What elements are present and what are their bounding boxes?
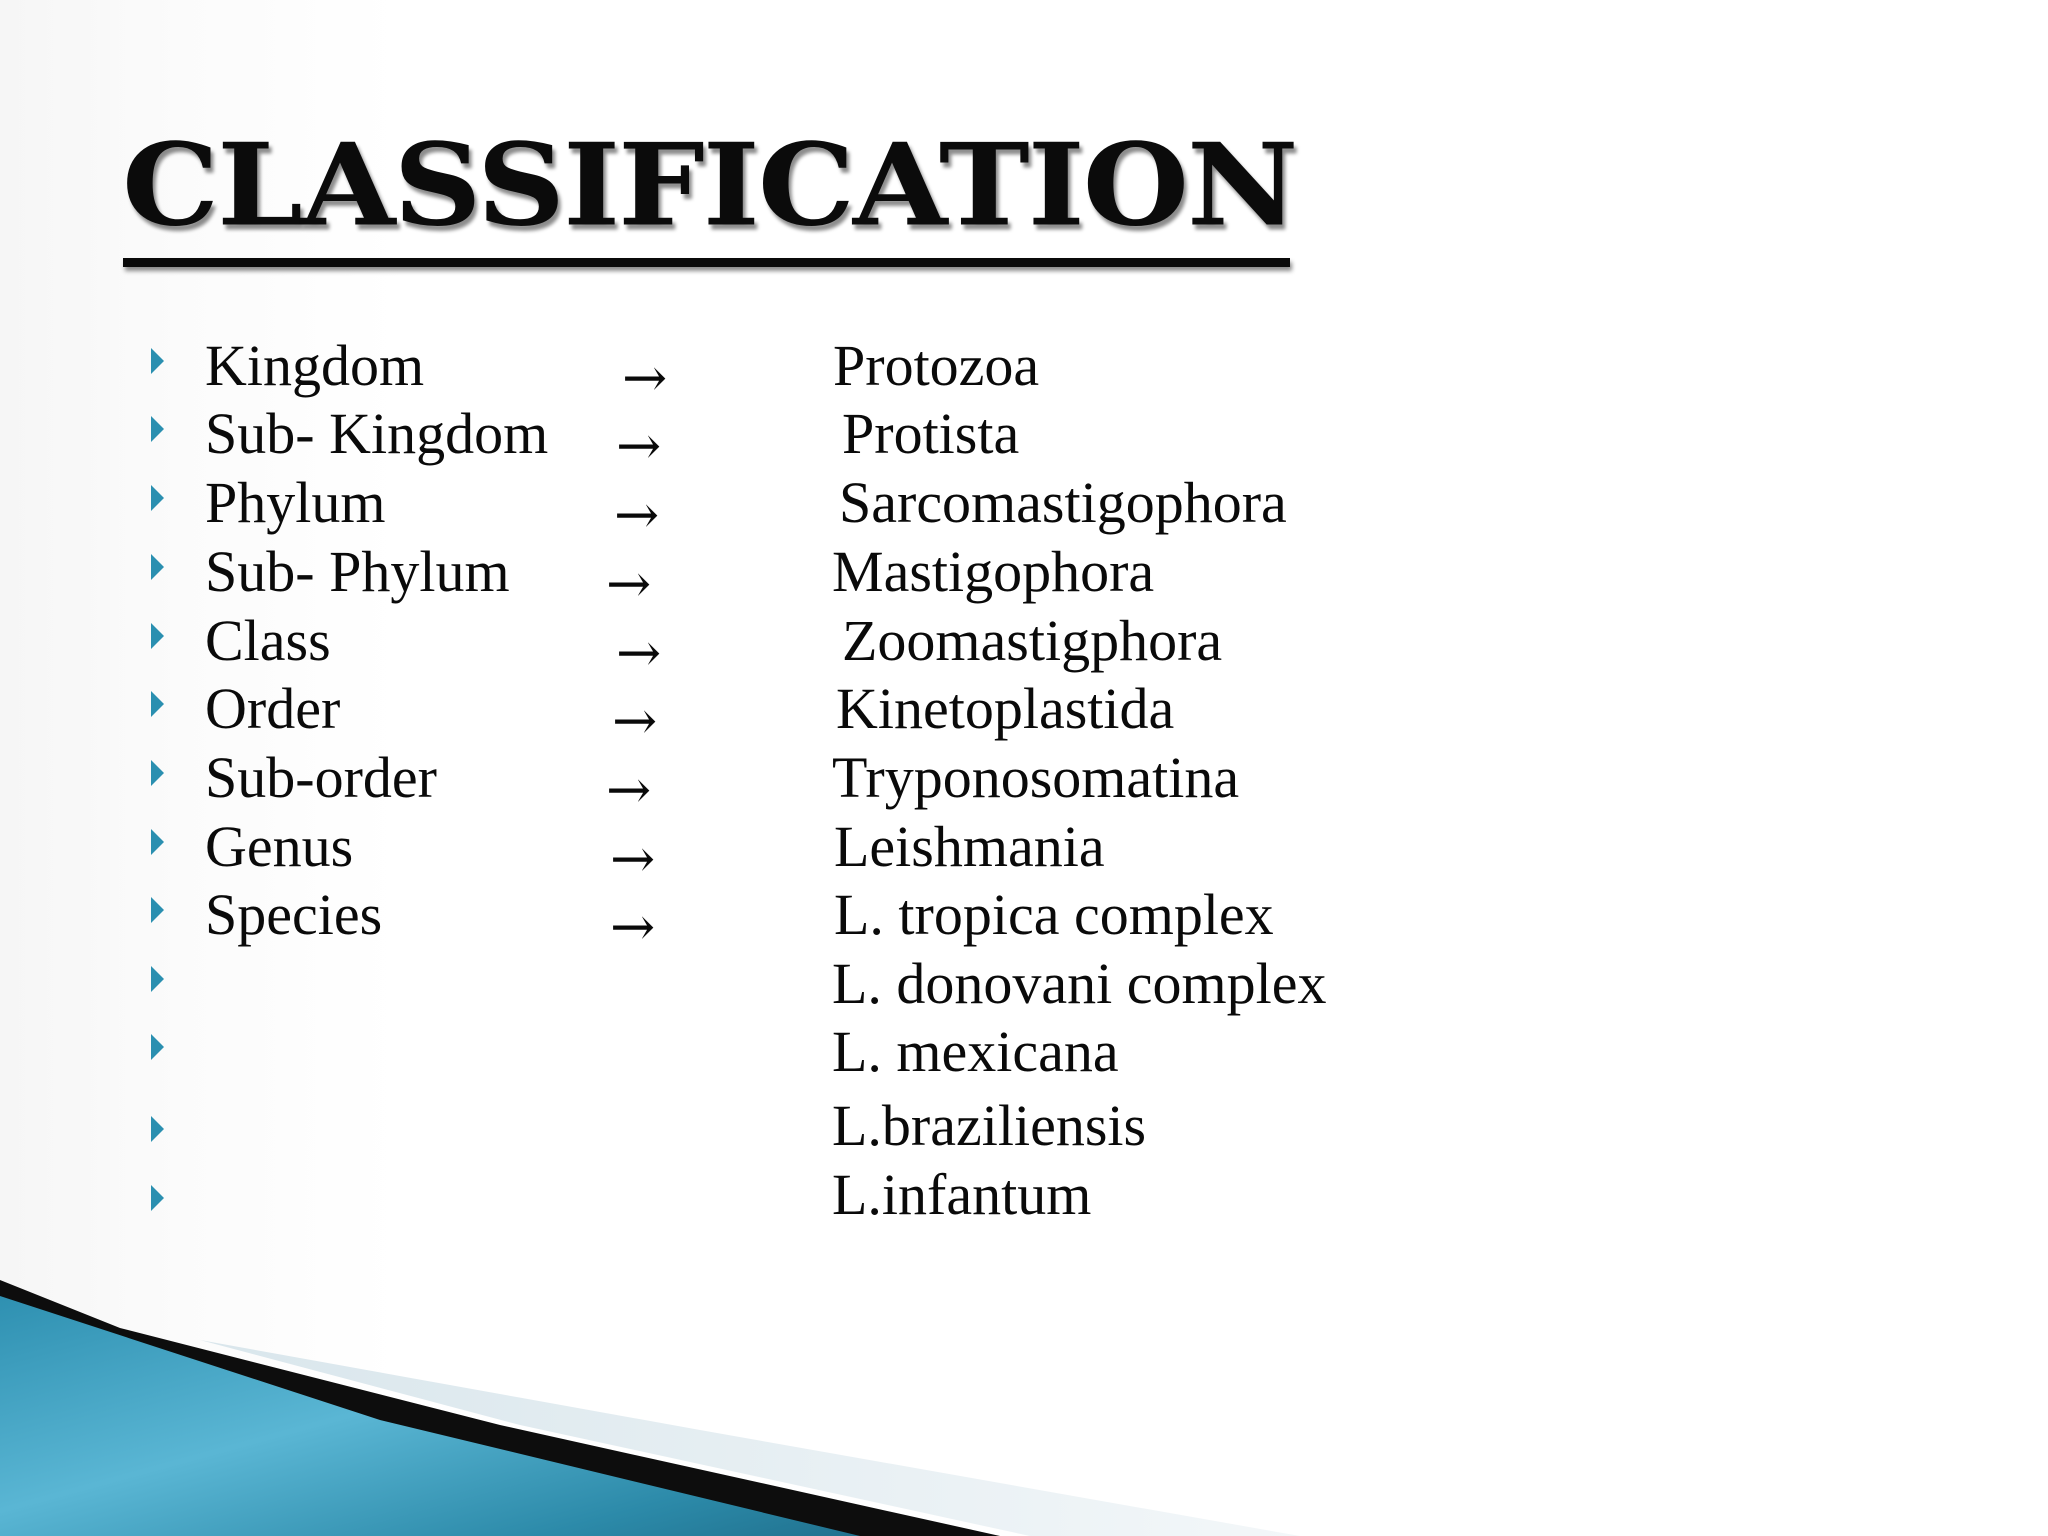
slide-title: CLASSIFICATION xyxy=(122,117,1297,252)
rank-label: Phylum xyxy=(205,470,386,535)
triangle-right-icon xyxy=(151,897,164,923)
right-arrow-icon: → xyxy=(614,483,660,546)
triangle-right-icon xyxy=(151,623,164,649)
taxon-value: Mastigophora xyxy=(832,539,1155,604)
list-item xyxy=(0,745,2048,821)
right-arrow-icon: → xyxy=(622,346,668,409)
list-item xyxy=(0,882,2048,958)
triangle-right-icon xyxy=(151,829,164,855)
list-item xyxy=(0,470,2048,546)
rank-label: Species xyxy=(205,882,383,947)
taxon-value: Leishmania xyxy=(834,814,1105,879)
triangle-right-icon xyxy=(151,1185,164,1211)
triangle-right-icon xyxy=(151,691,164,717)
list-item xyxy=(0,676,2048,752)
rank-label: Class xyxy=(205,608,331,673)
right-arrow-icon: → xyxy=(610,827,656,890)
list-item xyxy=(0,1020,2048,1084)
triangle-right-icon xyxy=(151,348,164,374)
list-item xyxy=(0,1094,2048,1158)
rank-label: Genus xyxy=(205,814,354,879)
triangle-right-icon xyxy=(151,1034,164,1060)
rank-label: Kingdom xyxy=(205,333,425,398)
taxon-value: L. mexicana xyxy=(832,1019,1119,1084)
list-item xyxy=(0,814,2048,890)
taxon-value: L. tropica complex xyxy=(834,882,1274,947)
right-arrow-icon: → xyxy=(606,552,652,615)
taxon-value: Protista xyxy=(842,401,1020,466)
right-arrow-icon: → xyxy=(610,895,656,958)
corner-swoosh-decoration xyxy=(0,1250,2048,1536)
list-item xyxy=(0,401,2048,477)
taxon-value: Sarcomastigophora xyxy=(839,470,1287,535)
rank-label: Sub- Phylum xyxy=(205,539,510,604)
taxon-value: Kinetoplastida xyxy=(836,676,1175,741)
rank-label: Sub-order xyxy=(205,745,437,810)
taxon-value: Tryponosomatina xyxy=(832,745,1240,810)
right-arrow-icon: → xyxy=(616,621,662,684)
rank-label: Sub- Kingdom xyxy=(205,401,549,466)
triangle-right-icon xyxy=(151,1116,164,1142)
list-item xyxy=(0,608,2048,684)
list-item xyxy=(0,952,2048,1016)
rank-label: Order xyxy=(205,676,341,741)
taxon-value: L.braziliensis xyxy=(832,1093,1147,1158)
taxon-value: Zoomastigphora xyxy=(842,608,1223,673)
right-arrow-icon: → xyxy=(612,689,658,752)
triangle-right-icon xyxy=(151,485,164,511)
triangle-right-icon xyxy=(151,760,164,786)
right-arrow-icon: → xyxy=(606,758,652,821)
list-item xyxy=(0,1163,2048,1227)
taxon-value: L.infantum xyxy=(832,1162,1092,1227)
taxon-value: L. donovani complex xyxy=(832,951,1327,1016)
triangle-right-icon xyxy=(151,966,164,992)
taxon-value: Protozoa xyxy=(833,333,1040,398)
triangle-right-icon xyxy=(151,416,164,442)
list-item xyxy=(0,539,2048,615)
right-arrow-icon: → xyxy=(616,414,662,477)
triangle-right-icon xyxy=(151,554,164,580)
list-item xyxy=(0,333,2048,409)
